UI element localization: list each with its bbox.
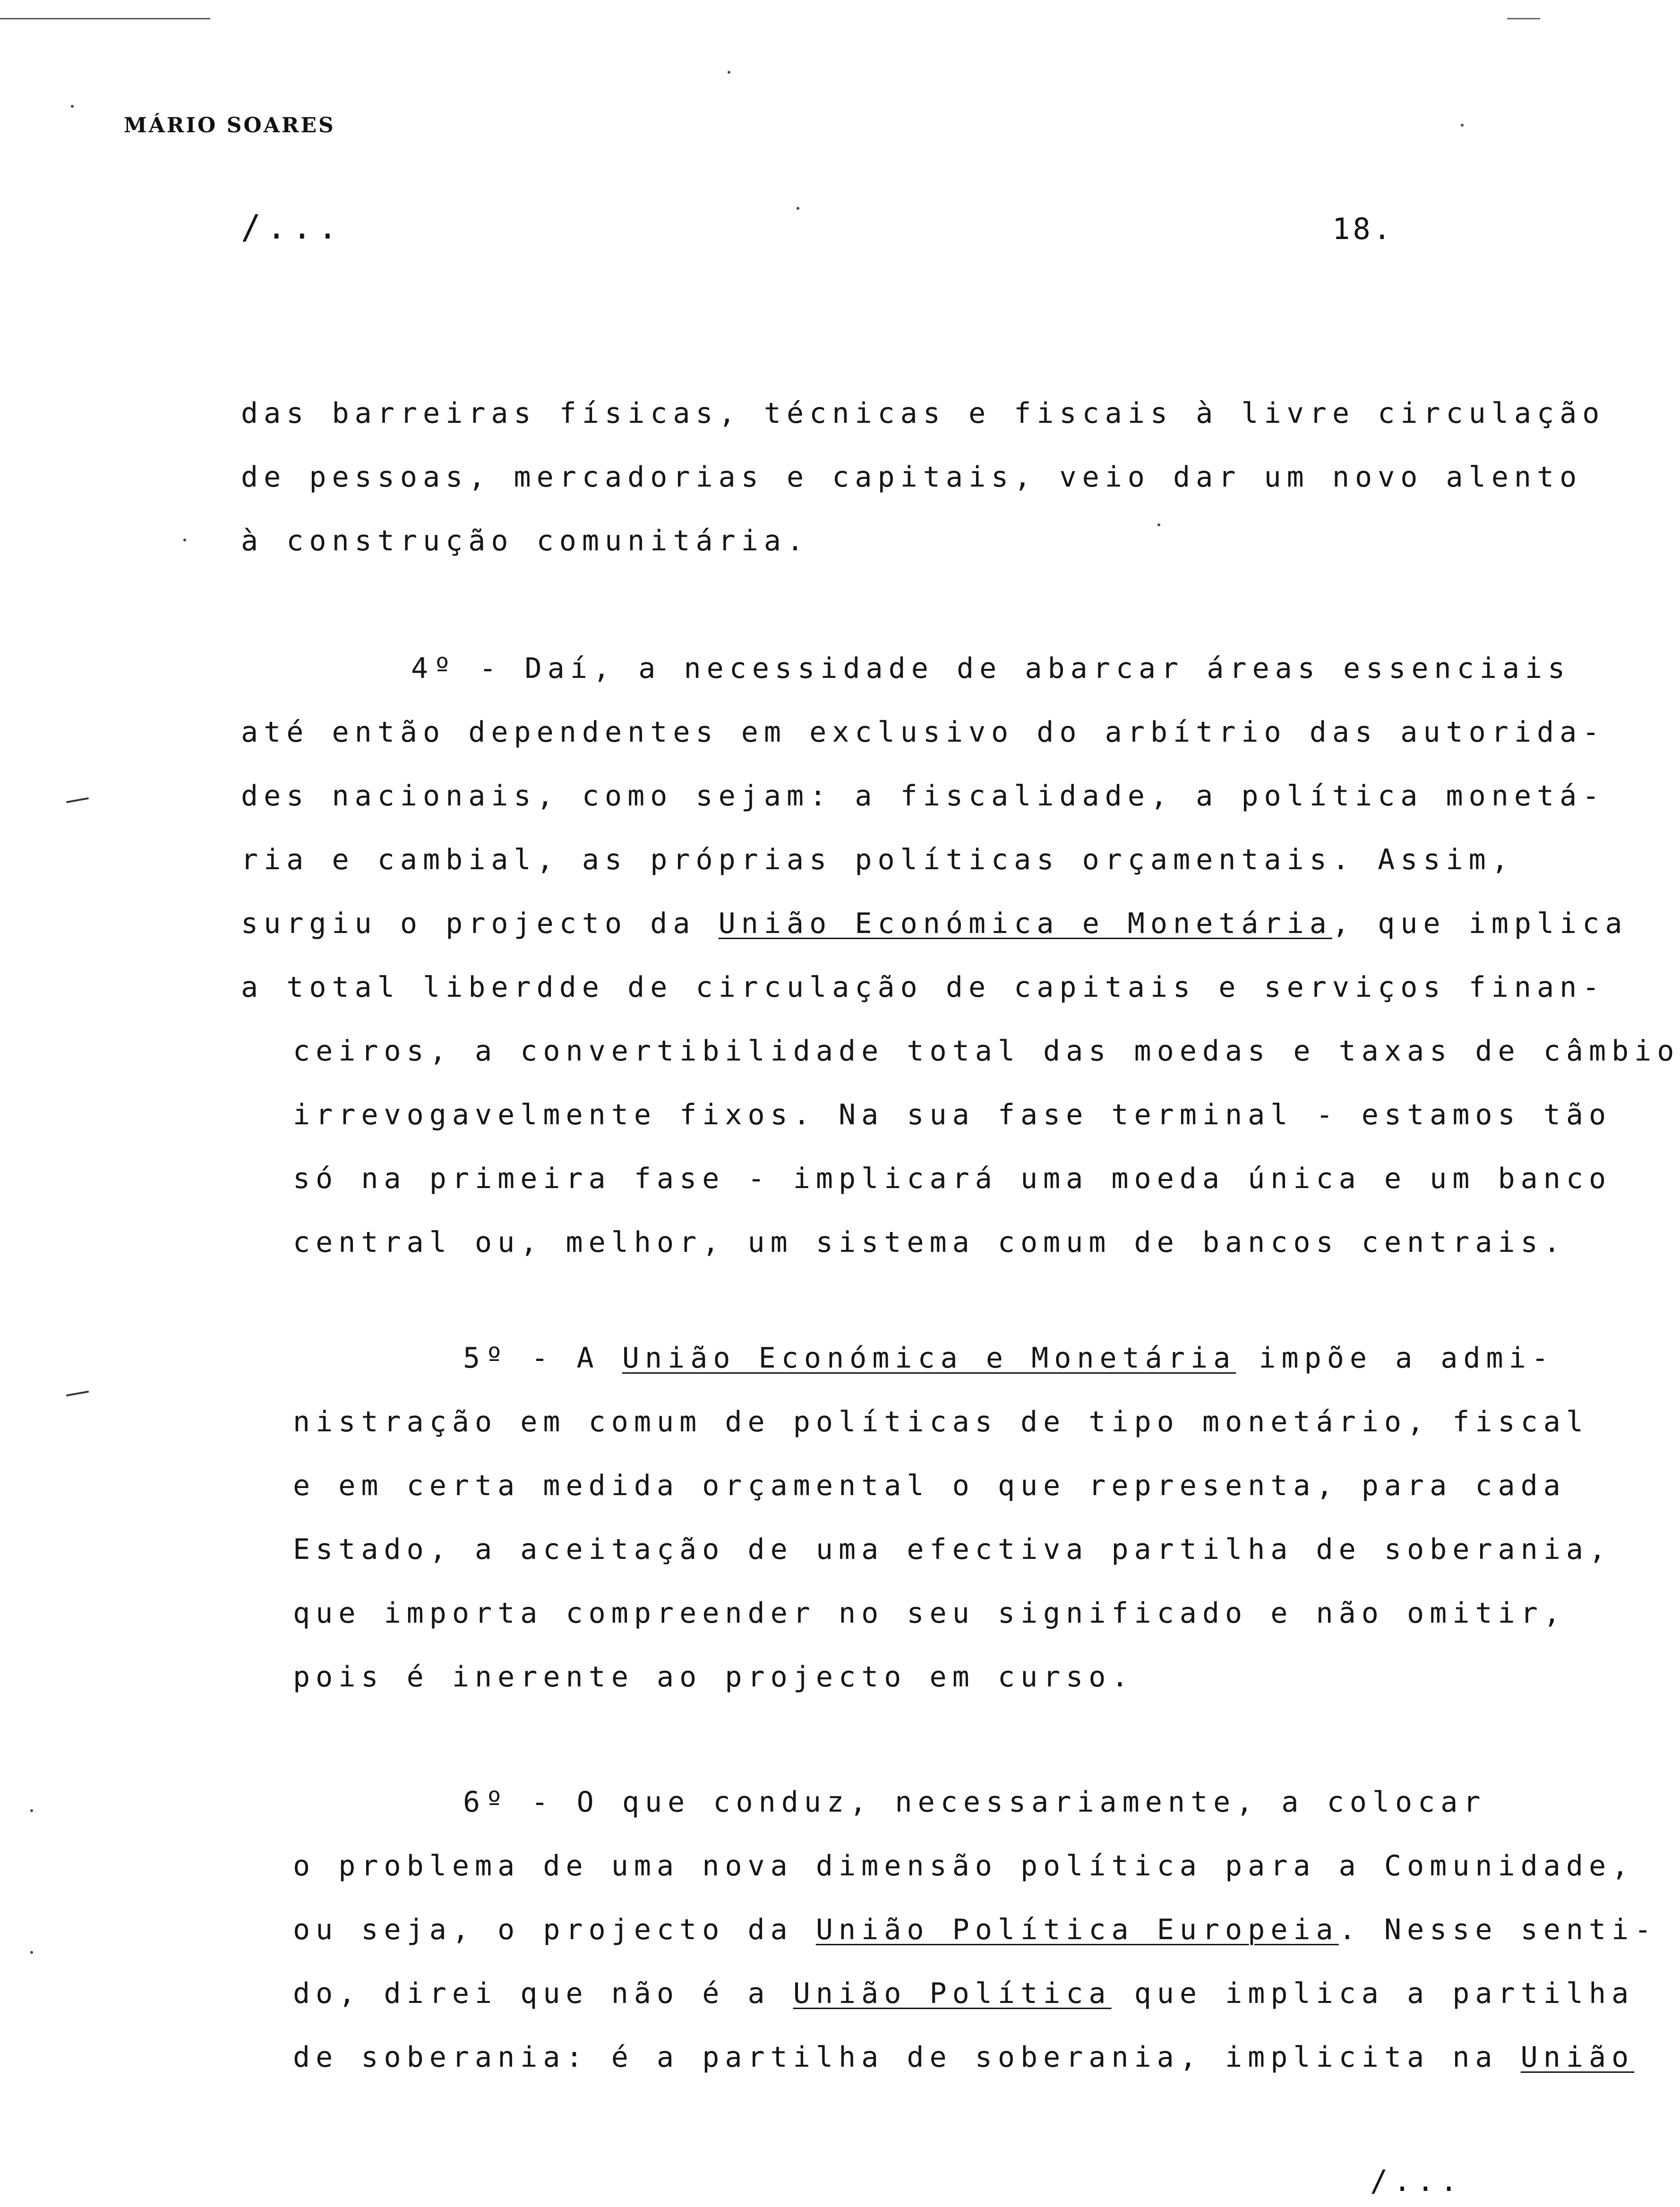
text-segment: de soberania: é a partilha de soberania, implicita na [293,2041,1521,2074]
top-rule [0,18,210,19]
text-line [411,652,1570,685]
underlined-text: União Política Europeia [815,1913,1339,1946]
text-segment: só na primeira fase - implicará uma moeda única e um banco [293,1162,1612,1195]
underlined-text: União [1520,2041,1635,2074]
scan-speck [30,1809,33,1812]
text-line [293,1469,1566,1502]
text-line [463,1786,1486,1819]
author-header: MÁRIO SOARES [124,113,335,137]
text-segment: 5º - A [463,1342,622,1375]
text-segment: à construção comunitária. [241,524,810,557]
text-segment: do, direi que não é a [293,1977,793,2010]
text-segment: . Nesse senti- [1338,1913,1657,1946]
text-line [241,397,1605,430]
text-segment: das barreiras físicas, técnicas e fiscais à livre circulação [241,397,1605,430]
text-segment: ou seja, o projecto da [293,1913,816,1946]
text-segment: Estado, a aceitação de uma efectiva partilha de soberania, [293,1533,1612,1566]
text-line [463,1342,1554,1375]
underlined-text: União Económica e Monetária [622,1342,1236,1375]
scan-speck [30,1951,33,1954]
scan-speck [797,207,799,210]
text-segment: ria e cambial, as próprias políticas orçamentais. Assim, [241,843,1514,876]
text-segment: 6º - O que conduz, necessariamente, a colocar [463,1786,1486,1819]
text-segment: de pessoas, mercadorias e capitais, veio dar um novo alento [241,461,1583,494]
margin-mark [66,797,89,803]
text-line [293,1098,1611,1131]
underlined-text: União Económica e Monetária [718,907,1332,940]
text-segment: até então dependentes em exclusivo do arbítrio das autorida- [241,716,1605,749]
text-segment: nistração em comum de políticas de tipo monetário, fiscal [293,1405,1589,1438]
text-line [293,1162,1611,1195]
text-segment: a total liberdde de circulação de capitais e serviços finan- [241,971,1605,1004]
text-line [293,1913,1657,1946]
continuation-marker-bottom: /... [1370,2164,1464,2198]
text-line [241,524,809,557]
text-line [293,1035,1680,1068]
text-line [241,461,1582,494]
text-segment: o problema de uma nova dimensão política para a Comunidade, [293,1849,1635,1882]
text-line [293,1660,1134,1694]
text-line [293,1226,1566,1259]
margin-mark [66,1391,89,1396]
text-line [241,843,1514,876]
text-line [241,907,1628,940]
text-segment: pois é inerente ao projecto em curso. [293,1660,1134,1694]
text-line [293,1533,1611,1566]
text-segment: 4º - Daí, a necessidade de abarcar áreas essenciais [411,652,1571,685]
text-line [293,1597,1566,1630]
text-segment: surgiu o projecto da [241,907,719,940]
page-number: 18. [1332,212,1394,246]
scan-speck [1461,124,1464,127]
text-line [241,716,1605,749]
text-segment: , que implica [1332,907,1628,940]
text-segment: que importa compreender no seu significado e não omitir, [293,1597,1566,1630]
scan-speck [183,539,186,541]
text-line [293,1977,1634,2010]
top-rule-right [1507,18,1540,19]
text-line [293,2041,1634,2074]
scan-speck [728,71,730,74]
text-segment: central ou, melhor, um sistema comum de bancos centrais. [293,1226,1566,1259]
text-line [241,779,1605,813]
text-line [293,1405,1589,1438]
text-segment: irrevogavelmente fixos. Na sua fase terminal - estamos tão [293,1098,1612,1131]
scan-speck [1157,523,1160,526]
text-segment: ceiros, a convertibilidade total das moedas e taxas de câmbio [293,1035,1680,1068]
text-line [241,971,1605,1004]
scan-speck [71,105,74,108]
text-segment: impõe a admi- [1236,1342,1554,1375]
text-segment: que implica a partilha [1111,1977,1635,2010]
continuation-marker-top: /... [241,208,343,247]
text-segment: des nacionais, como sejam: a fiscalidade, a política monetá- [241,779,1605,813]
underlined-text: União Política [793,1977,1112,2010]
text-segment: e em certa medida orçamental o que representa, para cada [293,1469,1566,1502]
text-line [293,1849,1634,1882]
